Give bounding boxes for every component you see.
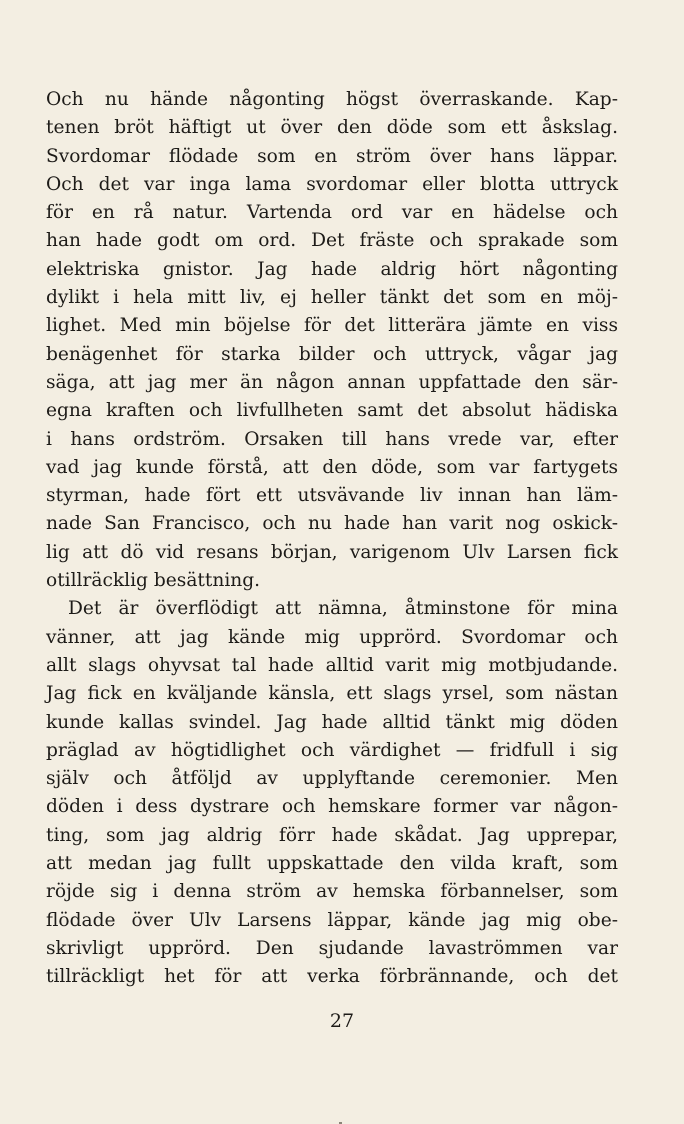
text-line: i hans ordström. Orsaken till hans vrede var, efter: [46, 428, 618, 450]
text-line: nade San Francisco, och nu hade han varit nog oskick-: [46, 513, 618, 535]
text-line: döden i dess dystrare och hemskare former var någon-: [46, 796, 618, 818]
text-line: att medan jag fullt uppskattade den vilda kraft, som: [46, 853, 618, 875]
text-line: tillräckligt het för att verka förbrännande, och det: [46, 966, 618, 988]
text-line: lighet. Med min böjelse för det litterära jämte en viss: [46, 315, 618, 337]
text-line: styrman, hade fört ett utsvävande liv innan han läm-: [46, 485, 618, 507]
paragraph-end-line: otillräcklig besättning.: [46, 570, 261, 592]
text-line: han hade godt om ord. Det fräste och sprakade som: [46, 230, 618, 252]
text-line: Jag fick en kväljande känsla, ett slags yrsel, som nästan: [46, 683, 618, 705]
text-line: flödade över Ulv Larsens läppar, kände jag mig obe-: [46, 909, 618, 931]
text-line: ting, som jag aldrig förr hade skådat. Jag upprepar,: [46, 824, 618, 846]
paragraph-start-line: Det är överflödigt att nämna, åtminstone för mina: [68, 598, 618, 620]
text-line: benägenhet för starka bilder och uttryck, vågar jag: [46, 343, 618, 365]
text-line: kunde kallas svindel. Jag hade alltid tänkt mig döden: [46, 711, 618, 733]
text-line: säga, att jag mer än någon annan uppfattade den sär-: [46, 371, 618, 393]
text-line: tenen bröt häftigt ut över den döde som ett åskslag.: [46, 117, 618, 139]
text-line: vad jag kunde förstå, att den döde, som var fartygets: [46, 456, 618, 478]
text-line: Svordomar flödade som en ström över hans läppar.: [46, 145, 618, 167]
text-line: Och det var inga lama svordomar eller blotta uttryck: [46, 173, 618, 195]
text-line: lig att dö vid resans början, varigenom Ulv Larsen fick: [46, 541, 618, 563]
text-line: allt slags ohyvsat tal hade alltid varit mig motbjudande.: [46, 654, 618, 676]
body-text: [46, 86, 618, 992]
text-line: för en rå natur. Vartenda ord var en hädelse och: [46, 202, 618, 224]
page-number: 27: [329, 1010, 355, 1032]
text-line: skrivligt upprörd. Den sjudande lavaströmmen var: [46, 937, 618, 959]
text-line: röjde sig i denna ström av hemska förbannelser, som: [46, 881, 618, 903]
text-line: Och nu hände någonting högst överraskande. Kap-: [46, 89, 618, 110]
text-line: vänner, att jag kände mig upprörd. Svordomar och: [46, 626, 618, 648]
text-line: elektriska gnistor. Jag hade aldrig hört någonting: [46, 258, 618, 280]
text-line: egna kraften och livfullheten samt det absolut hädiska: [46, 400, 618, 422]
text-line: dylikt i hela mitt liv, ej heller tänkt det som en möj-: [46, 287, 618, 309]
text-line: präglad av högtidlighet och värdighet — fridfull i sig: [46, 739, 618, 761]
text-line: själv och åtföljd av upplyftande ceremonier. Men: [46, 768, 618, 790]
